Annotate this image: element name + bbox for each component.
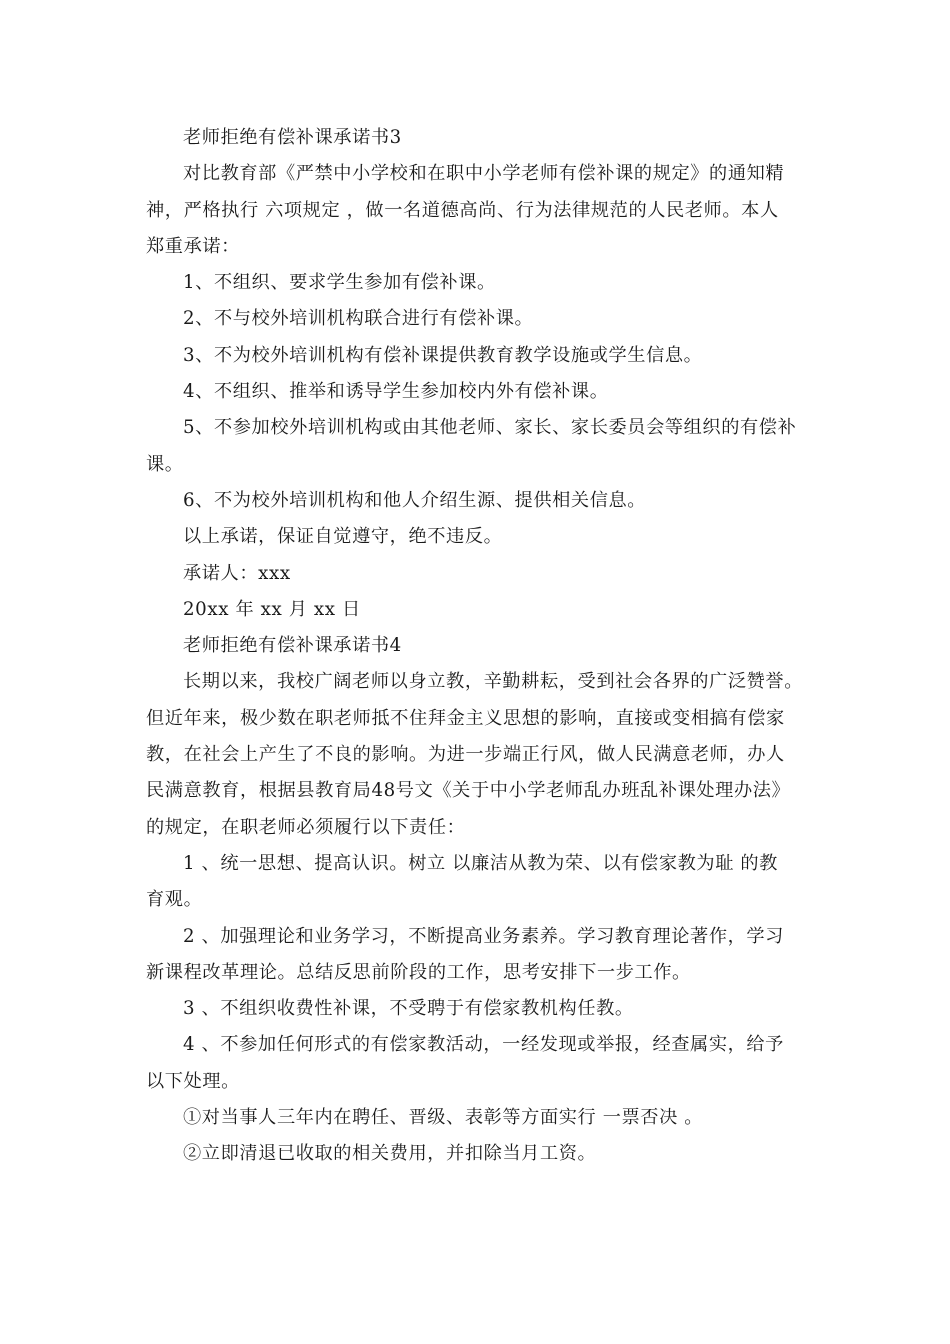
list-item: 1、不组织、要求学生参加有偿补课。 — [183, 272, 496, 294]
list-item-continuation: 以下处理。 — [146, 1070, 240, 1092]
paragraph-line: 长期以来，我校广阔老师以身立教，辛勤耕耘，受到社会各界的广泛赞誉。 — [183, 671, 803, 693]
list-item: 5、不参加校外培训机构或由其他老师、家长、家长委员会等组织的有偿补 — [183, 417, 797, 439]
list-item: 4 、不参加任何形式的有偿家教活动，一经发现或举报，经查属实，给予 — [183, 1034, 784, 1056]
section-title: 老师拒绝有偿补课承诺书3 — [183, 127, 402, 148]
list-item: 2 、加强理论和业务学习，不断提高业务素养。学习教育理论著作，学习 — [183, 925, 784, 947]
list-item-continuation: 课。 — [146, 453, 184, 475]
section-title: 老师拒绝有偿补课承诺书4 — [183, 635, 402, 657]
list-item: 6、不为校外培训机构和他人介绍生源、提供相关信息。 — [183, 489, 647, 511]
date-line: 20xx 年 xx 月 xx 日 — [183, 598, 361, 620]
sub-list-item: ②立即清退已收取的相关费用，并扣除当月工资。 — [183, 1143, 597, 1165]
paragraph-line: 以上承诺，保证自觉遵守，绝不违反。 — [183, 526, 503, 548]
paragraph-line: 神，严格执行 六项规定 ，做一名道德高尚、行为法律规范的人民老师。本人 — [146, 199, 779, 221]
paragraph-line: 郑重承诺： — [146, 235, 240, 257]
list-item: 1 、统一思想、提高认识。树立 以廉洁从教为荣、以有偿家教为耻 的教 — [183, 852, 778, 874]
paragraph-line: 民满意教育，根据县教育局48号文《关于中小学老师乱办班乱补课处理办法》 — [146, 780, 791, 802]
signatory-line: 承诺人：xxx — [183, 562, 291, 584]
paragraph-line: 但近年来，极少数在职老师抵不住拜金主义思想的影响，直接或变相搞有偿家 — [146, 707, 785, 729]
paragraph-line: 的规定，在职老师必须履行以下责任： — [146, 816, 466, 838]
list-item-continuation: 育观。 — [146, 889, 203, 911]
list-item-continuation: 新课程改革理论。总结反思前阶段的工作，思考安排下一步工作。 — [146, 961, 691, 983]
list-item: 3 、不组织收费性补课，不受聘于有偿家教机构任教。 — [183, 998, 634, 1020]
sub-list-item: ①对当事人三年内在聘任、晋级、表彰等方面实行 一票否决 。 — [183, 1107, 704, 1129]
document-body — [146, 120, 816, 1173]
list-item: 3、不为校外培训机构有偿补课提供教育教学设施或学生信息。 — [183, 344, 703, 366]
paragraph-line: 对比教育部《严禁中小学校和在职中小学老师有偿补课的规定》的通知精 — [183, 163, 785, 185]
list-item: 4、不组织、推举和诱导学生参加校内外有偿补课。 — [183, 381, 609, 403]
paragraph-line: 教，在社会上产生了不良的影响。为进一步端正行风，做人民满意老师，办人 — [146, 744, 785, 766]
list-item: 2、不与校外培训机构联合进行有偿补课。 — [183, 308, 534, 330]
